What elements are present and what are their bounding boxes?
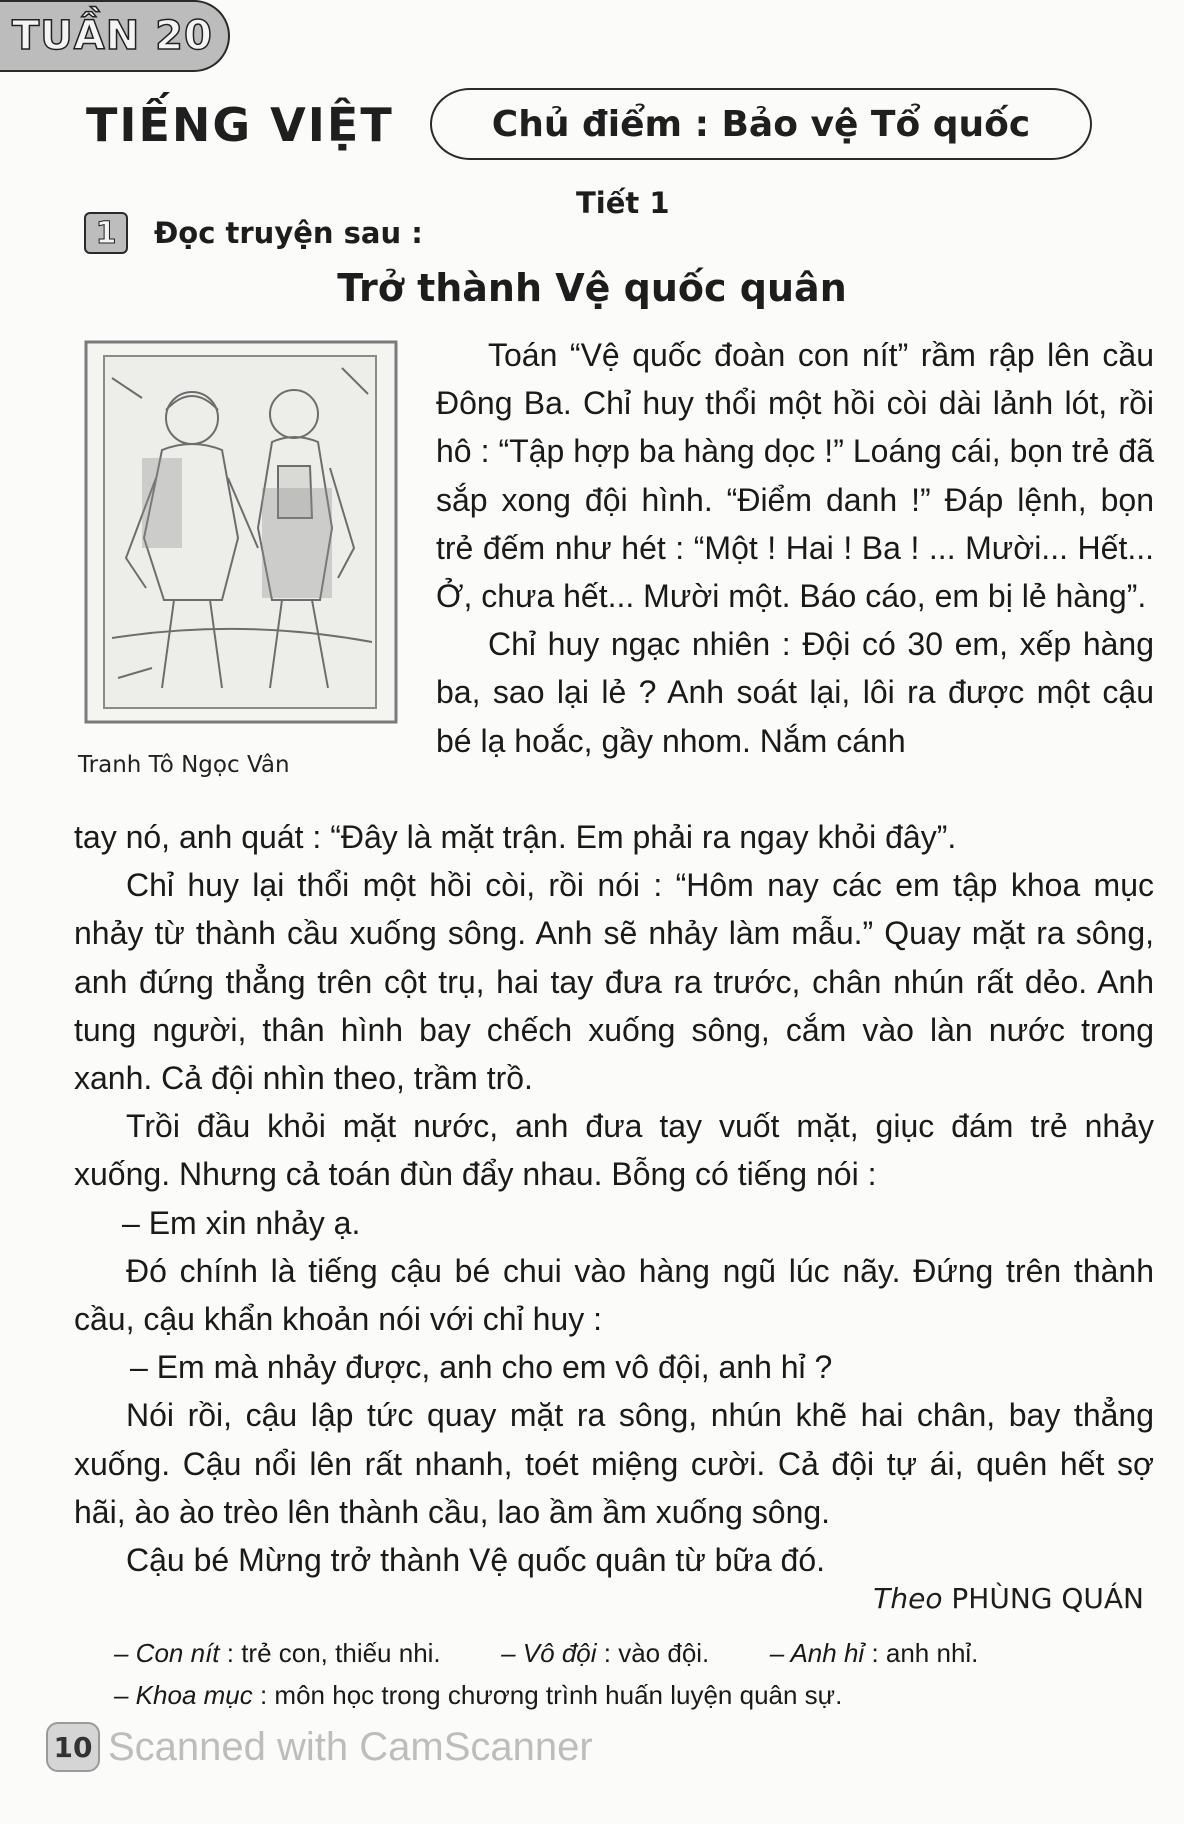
story-paragraph: Chỉ huy ngạc nhiên : Đội có 30 em, xếp hàng ba, sao lại lẻ ? Anh soát lại, lôi ra được một cậu bé lạ hoắc, gầy nhom. Nắm cánh: [436, 626, 1154, 759]
page-footer: [46, 1722, 593, 1772]
glossary-definition: : anh nhỉ.: [871, 1638, 979, 1668]
illustration-caption: Tranh Tô Ngọc Vân: [78, 752, 290, 778]
glossary-line: [114, 1632, 1164, 1674]
glossary-definition: : vào đội.: [603, 1638, 710, 1668]
glossary-term: – Anh hỉ: [769, 1638, 865, 1668]
exercise-header: [84, 212, 423, 254]
subject-title: TIẾNG VIỆT: [86, 98, 394, 152]
glossary-line: [114, 1674, 1164, 1716]
story-paragraph: Chỉ huy lại thổi một hồi còi, rồi nói : “Hôm nay các em tập khoa mục nhảy từ thành cầu xuống sông. Anh sẽ nhảy làm mẫu.” Quay mặt ra sông, anh đứng thẳng trên cột trụ, hai tay đưa ra trước, chân nhún rất dẻo. Anh tung người, thân hình bay chếch xuống sông, cắm vào làn nước trong xanh. Cả đội nhìn theo, trầm trồ.: [74, 867, 1154, 1097]
story-paragraph: tay nó, anh quát : “Đây là mặt trận. Em phải ra ngay khỏi đây”.: [74, 819, 957, 855]
story-title: Trở thành Vệ quốc quân: [337, 266, 847, 310]
story-paragraph: Trồi đầu khỏi mặt nước, anh đưa tay vuốt mặt, giục đám trẻ nhảy xuống. Nhưng cả toán đùn đẩy nhau. Bỗng có tiếng nói :: [74, 1108, 1154, 1193]
exercise-number: 1: [84, 212, 128, 254]
story-dialogue: – Em mà nhảy được, anh cho em vô đội, anh hỉ ?: [130, 1349, 833, 1386]
exercise-instruction: Đọc truyện sau :: [154, 216, 423, 250]
glossary-term: – Khoa mục: [114, 1680, 253, 1710]
source-prefix: Theo: [873, 1582, 943, 1615]
page-number: 10: [46, 1722, 100, 1772]
source-author: PHÙNG QUÁN: [951, 1582, 1144, 1615]
glossary-definition: : trẻ con, thiếu nhi.: [226, 1638, 441, 1668]
glossary-definition: : môn học trong chương trình huấn luyện quân sự.: [259, 1680, 843, 1710]
story-paragraph: Cậu bé Mừng trở thành Vệ quốc quân từ bữa đó.: [126, 1542, 826, 1579]
glossary-term: – Con nít: [114, 1638, 220, 1668]
story-paragraph: Đó chính là tiếng cậu bé chui vào hàng ngũ lúc nãy. Đứng trên thành cầu, cậu khẩn khoản nói với chỉ huy :: [74, 1252, 1154, 1338]
story-paragraph: Toán “Vệ quốc đoàn con nít” rầm rập lên cầu Đông Ba. Chỉ huy thổi một hồi còi dài lảnh lót, rồi hô : “Tập hợp ba hàng dọc !” Loáng cái, bọn trẻ đã sắp xong đội hình. “Điểm danh !” Đáp lệnh, bọn trẻ đếm như hét : “Một ! Hai ! Ba ! ... Mười... Hết... Ở, chưa hết... Mười một. Báo cáo, em bị lẻ hàng”.: [436, 337, 1154, 615]
story-illustration: [82, 338, 400, 726]
glossary-term: – Vô đội: [501, 1638, 597, 1668]
scanner-watermark: Scanned with CamScanner: [108, 1724, 593, 1769]
glossary: [114, 1632, 1164, 1716]
story-text-top: [436, 331, 1154, 765]
week-badge: TUẦN 20: [0, 0, 230, 72]
theme-banner: Chủ điểm : Bảo vệ Tổ quốc: [430, 88, 1092, 160]
lesson-period: Tiết 1: [576, 186, 670, 220]
story-paragraph: Nói rồi, cậu lập tức quay mặt ra sông, nhún khẽ hai chân, bay thẳng xuống. Cậu nổi lên rất nhanh, toét miệng cười. Cả đội tự ái, quên hết sợ hãi, ào ào trèo lên thành cầu, lao ầm ầm xuống sông.: [74, 1397, 1154, 1530]
story-text-main: [74, 813, 1154, 1584]
story-dialogue: – Em xin nhảy ạ.: [122, 1204, 361, 1241]
story-source: [873, 1582, 1144, 1615]
